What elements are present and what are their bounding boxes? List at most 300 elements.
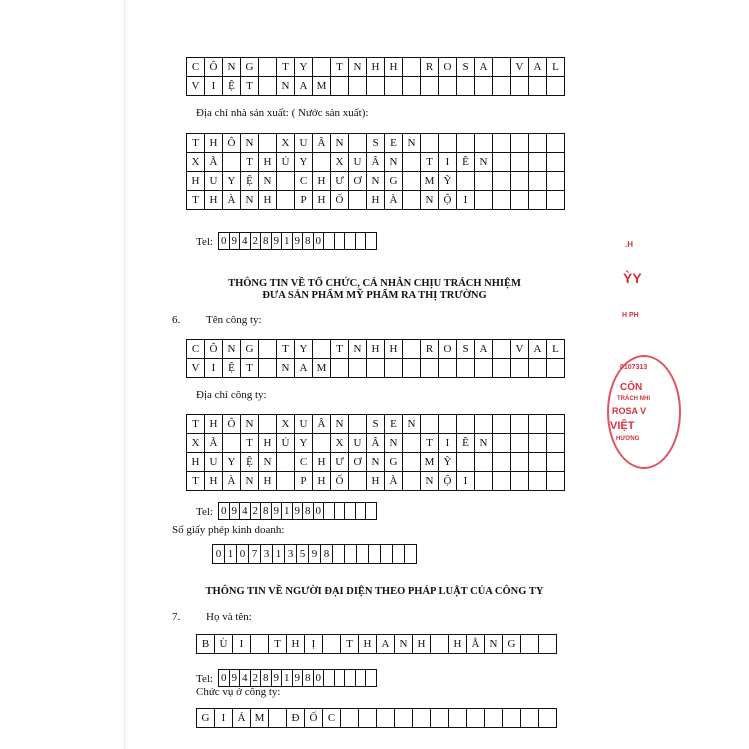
- char-box: M: [421, 172, 439, 191]
- char-box: [223, 434, 241, 453]
- char-box: [421, 359, 439, 378]
- char-box: [511, 434, 529, 453]
- char-box: [547, 434, 565, 453]
- char-box: [475, 134, 493, 153]
- char-box: L: [547, 58, 565, 77]
- char-box: À: [223, 472, 241, 491]
- char-box: [511, 415, 529, 434]
- char-box: T: [241, 434, 259, 453]
- char-box: H: [205, 191, 223, 210]
- char-box: [493, 340, 511, 359]
- char-box: E: [385, 134, 403, 153]
- char-box: M: [421, 453, 439, 472]
- char-box: [259, 134, 277, 153]
- char-box: G: [241, 340, 259, 359]
- char-box: T: [269, 635, 287, 654]
- char-box: [369, 545, 381, 564]
- char-box: Ơ: [349, 172, 367, 191]
- char-box: Á: [233, 709, 251, 728]
- char-box: 0: [314, 503, 325, 520]
- char-box: H: [449, 635, 467, 654]
- char-box: [457, 453, 475, 472]
- char-box: [277, 191, 295, 210]
- char-box: 3: [261, 545, 273, 564]
- char-box: 9: [230, 503, 241, 520]
- char-box: Ủ: [277, 434, 295, 453]
- char-box: I: [439, 434, 457, 453]
- char-box: [529, 134, 547, 153]
- char-box: A: [529, 340, 547, 359]
- char-box: [259, 58, 277, 77]
- char-box: Ỹ: [439, 453, 457, 472]
- char-box: 2: [251, 670, 262, 687]
- char-box: N: [421, 191, 439, 210]
- char-box: N: [223, 58, 241, 77]
- char-box: [259, 359, 277, 378]
- char-box: [335, 503, 346, 520]
- char-box: [457, 172, 475, 191]
- char-box: N: [241, 415, 259, 434]
- char-box: Â: [367, 434, 385, 453]
- char-box: [359, 709, 377, 728]
- char-box: T: [241, 153, 259, 172]
- char-box: [403, 359, 421, 378]
- char-box: Ã: [205, 434, 223, 453]
- char-box: 9: [272, 233, 283, 250]
- char-box: N: [385, 153, 403, 172]
- char-box: H: [259, 191, 277, 210]
- char-box: Ệ: [241, 172, 259, 191]
- char-box: N: [485, 635, 503, 654]
- char-box: N: [259, 453, 277, 472]
- char-box: O: [439, 340, 457, 359]
- char-box: N: [331, 415, 349, 434]
- char-box: N: [475, 153, 493, 172]
- tel-box-1: [218, 232, 377, 250]
- char-box: [393, 545, 405, 564]
- char-box: Ệ: [223, 359, 241, 378]
- item6-license-box: [212, 544, 417, 564]
- char-box: [547, 172, 565, 191]
- char-box: [475, 415, 493, 434]
- char-box: Ô: [223, 415, 241, 434]
- char-box: [345, 233, 356, 250]
- char-box: [547, 359, 565, 378]
- char-box: [493, 472, 511, 491]
- char-box: X: [187, 434, 205, 453]
- char-box: [457, 415, 475, 434]
- char-box: H: [205, 415, 223, 434]
- char-box: N: [349, 340, 367, 359]
- char-box: [366, 503, 377, 520]
- item6-address-box: [186, 414, 565, 491]
- char-box: [277, 172, 295, 191]
- char-box: H: [313, 472, 331, 491]
- char-box: [547, 453, 565, 472]
- char-box: [413, 709, 431, 728]
- char-box: [349, 472, 367, 491]
- char-box: [405, 545, 417, 564]
- char-box: [439, 77, 457, 96]
- char-box: [331, 359, 349, 378]
- char-box: T: [331, 340, 349, 359]
- char-box: [313, 434, 331, 453]
- char-box: [485, 709, 503, 728]
- seal-text-8: VIỆT: [610, 420, 635, 432]
- char-box: Ô: [205, 58, 223, 77]
- char-box: S: [457, 58, 475, 77]
- char-box: I: [215, 709, 233, 728]
- char-box: [511, 359, 529, 378]
- char-box: [403, 77, 421, 96]
- char-box: [324, 503, 335, 520]
- char-box: [381, 545, 393, 564]
- char-box: T: [187, 472, 205, 491]
- char-box: Y: [295, 340, 313, 359]
- char-box: [529, 415, 547, 434]
- char-box: 8: [321, 545, 333, 564]
- char-box: Ư: [331, 172, 349, 191]
- char-box: [333, 545, 345, 564]
- char-box: A: [529, 58, 547, 77]
- item6-tel-label: Tel:: [196, 506, 213, 518]
- char-box: 9: [272, 670, 283, 687]
- char-box: [493, 191, 511, 210]
- char-box: 0: [314, 233, 325, 250]
- item7-number: 7.: [172, 611, 181, 623]
- char-box: [475, 472, 493, 491]
- item7-name-label: Họ và tên:: [206, 611, 252, 623]
- char-box: H: [385, 340, 403, 359]
- char-box: X: [187, 153, 205, 172]
- char-box: H: [385, 58, 403, 77]
- char-box: Â: [313, 415, 331, 434]
- seal-text-4: 0107313: [620, 364, 648, 371]
- char-box: M: [251, 709, 269, 728]
- char-box: G: [385, 453, 403, 472]
- char-box: S: [457, 340, 475, 359]
- char-box: [345, 670, 356, 687]
- item7-tel-box: [218, 669, 377, 687]
- char-box: Ỹ: [439, 172, 457, 191]
- char-box: [457, 359, 475, 378]
- char-box: [457, 134, 475, 153]
- char-box: T: [277, 340, 295, 359]
- char-box: M: [313, 77, 331, 96]
- char-box: [323, 635, 341, 654]
- char-box: Â: [313, 134, 331, 153]
- char-box: G: [197, 709, 215, 728]
- char-box: [521, 709, 539, 728]
- char-box: [547, 134, 565, 153]
- char-box: [503, 709, 521, 728]
- tel-label-1: Tel:: [196, 236, 213, 248]
- char-box: 9: [293, 233, 304, 250]
- char-box: 1: [282, 233, 293, 250]
- char-box: [357, 545, 369, 564]
- char-box: [313, 340, 331, 359]
- company-seal-fragment: [602, 230, 650, 460]
- char-box: [511, 134, 529, 153]
- char-box: 9: [230, 670, 241, 687]
- char-box: [493, 359, 511, 378]
- char-box: [511, 472, 529, 491]
- char-box: [335, 233, 346, 250]
- company-name-box-top: [186, 57, 565, 96]
- char-box: P: [295, 191, 313, 210]
- char-box: [331, 77, 349, 96]
- char-box: Y: [295, 153, 313, 172]
- char-box: 7: [249, 545, 261, 564]
- char-box: T: [421, 434, 439, 453]
- char-box: N: [349, 58, 367, 77]
- char-box: 8: [303, 233, 314, 250]
- char-box: [251, 635, 269, 654]
- char-box: 0: [219, 670, 230, 687]
- char-box: [403, 434, 421, 453]
- char-box: 8: [261, 670, 272, 687]
- char-box: [547, 472, 565, 491]
- char-box: [403, 340, 421, 359]
- char-box: [539, 709, 557, 728]
- char-box: [511, 191, 529, 210]
- char-box: [431, 709, 449, 728]
- char-box: 8: [261, 233, 272, 250]
- char-box: T: [331, 58, 349, 77]
- char-box: N: [277, 359, 295, 378]
- char-box: [313, 58, 331, 77]
- char-box: [529, 453, 547, 472]
- char-box: [356, 670, 367, 687]
- char-box: [324, 670, 335, 687]
- char-box: M: [313, 359, 331, 378]
- char-box: Ố: [305, 709, 323, 728]
- char-box: [539, 635, 557, 654]
- char-box: [529, 472, 547, 491]
- char-box: N: [403, 415, 421, 434]
- char-box: H: [259, 153, 277, 172]
- char-box: A: [295, 359, 313, 378]
- item6-address-label: Địa chỉ công ty:: [196, 389, 267, 401]
- char-box: [403, 472, 421, 491]
- char-box: G: [503, 635, 521, 654]
- seal-text-5: CÔN: [620, 382, 643, 393]
- char-box: N: [475, 434, 493, 453]
- char-box: I: [439, 153, 457, 172]
- char-box: [449, 709, 467, 728]
- char-box: 3: [285, 545, 297, 564]
- char-box: [439, 134, 457, 153]
- char-box: [475, 453, 493, 472]
- char-box: H: [367, 191, 385, 210]
- char-box: [511, 77, 529, 96]
- char-box: Ố: [331, 472, 349, 491]
- char-box: H: [259, 472, 277, 491]
- char-box: Ư: [331, 453, 349, 472]
- char-box: [385, 359, 403, 378]
- char-box: [269, 709, 287, 728]
- char-box: 4: [240, 233, 251, 250]
- char-box: N: [403, 134, 421, 153]
- manufacturer-address-box: [186, 133, 565, 210]
- char-box: Y: [295, 434, 313, 453]
- char-box: N: [241, 191, 259, 210]
- char-box: H: [359, 635, 377, 654]
- char-box: V: [511, 340, 529, 359]
- char-box: T: [187, 191, 205, 210]
- char-box: [403, 153, 421, 172]
- char-box: [345, 545, 357, 564]
- char-box: [385, 77, 403, 96]
- char-box: [377, 709, 395, 728]
- seal-text-3: H PH: [622, 312, 639, 319]
- char-box: [529, 434, 547, 453]
- char-box: [395, 709, 413, 728]
- char-box: U: [205, 453, 223, 472]
- char-box: Ơ: [349, 453, 367, 472]
- seal-text-7: ROSA V: [612, 406, 647, 416]
- char-box: N: [259, 172, 277, 191]
- char-box: I: [205, 359, 223, 378]
- char-box: [345, 503, 356, 520]
- char-box: E: [385, 415, 403, 434]
- char-box: [349, 415, 367, 434]
- char-box: V: [187, 359, 205, 378]
- char-box: [341, 709, 359, 728]
- char-box: 1: [273, 545, 285, 564]
- char-box: [493, 77, 511, 96]
- char-box: H: [313, 453, 331, 472]
- char-box: [493, 453, 511, 472]
- manufacturer-address-label: Địa chỉ nhà sản xuất: ( Nước sản xuất):: [196, 107, 369, 119]
- char-box: L: [547, 340, 565, 359]
- char-box: [421, 415, 439, 434]
- char-box: Ủ: [277, 153, 295, 172]
- char-box: R: [421, 58, 439, 77]
- char-box: Ệ: [223, 77, 241, 96]
- char-box: [493, 172, 511, 191]
- responsible-heading-line1: THÔNG TIN VỀ TỔ CHỨC, CÁ NHÂN CHỊU TRÁCH NHIỆM: [228, 278, 521, 289]
- page-fold-line: [124, 0, 125, 749]
- char-box: 2: [251, 503, 262, 520]
- char-box: [547, 77, 565, 96]
- char-box: 1: [282, 503, 293, 520]
- char-box: À: [385, 472, 403, 491]
- char-box: [259, 340, 277, 359]
- char-box: U: [349, 434, 367, 453]
- char-box: 8: [303, 503, 314, 520]
- char-box: [529, 153, 547, 172]
- char-box: T: [241, 359, 259, 378]
- char-box: [366, 233, 377, 250]
- char-box: C: [187, 58, 205, 77]
- char-box: Ằ: [467, 635, 485, 654]
- char-box: Ộ: [439, 191, 457, 210]
- char-box: S: [367, 134, 385, 153]
- char-box: [259, 77, 277, 96]
- char-box: [356, 503, 367, 520]
- char-box: H: [287, 635, 305, 654]
- item6-number: 6.: [172, 314, 181, 326]
- char-box: Y: [295, 58, 313, 77]
- char-box: N: [385, 434, 403, 453]
- item6-company-box: [186, 339, 565, 378]
- char-box: [403, 172, 421, 191]
- char-box: [493, 153, 511, 172]
- char-box: U: [295, 415, 313, 434]
- char-box: H: [367, 58, 385, 77]
- char-box: A: [475, 58, 493, 77]
- char-box: C: [295, 453, 313, 472]
- char-box: N: [421, 472, 439, 491]
- char-box: [493, 58, 511, 77]
- char-box: [313, 153, 331, 172]
- char-box: N: [367, 172, 385, 191]
- char-box: [356, 233, 367, 250]
- char-box: [457, 77, 475, 96]
- char-box: [547, 415, 565, 434]
- item6-company-label: Tên công ty:: [206, 314, 262, 326]
- char-box: [467, 709, 485, 728]
- char-box: 9: [293, 503, 304, 520]
- char-box: H: [205, 472, 223, 491]
- char-box: Ị: [305, 635, 323, 654]
- char-box: H: [187, 453, 205, 472]
- seal-text-9: HƯƠNG: [616, 436, 640, 442]
- char-box: H: [205, 134, 223, 153]
- char-box: [439, 359, 457, 378]
- char-box: B: [197, 635, 215, 654]
- char-box: [493, 415, 511, 434]
- char-box: N: [331, 134, 349, 153]
- char-box: Đ: [287, 709, 305, 728]
- char-box: H: [367, 340, 385, 359]
- char-box: [349, 134, 367, 153]
- char-box: T: [187, 415, 205, 434]
- char-box: H: [187, 172, 205, 191]
- char-box: [547, 191, 565, 210]
- char-box: T: [241, 77, 259, 96]
- char-box: 2: [251, 233, 262, 250]
- char-box: U: [205, 172, 223, 191]
- char-box: 9: [272, 503, 283, 520]
- char-box: [493, 134, 511, 153]
- char-box: T: [341, 635, 359, 654]
- char-box: [547, 153, 565, 172]
- char-box: O: [439, 58, 457, 77]
- item7-position-label: Chức vụ ở công ty:: [196, 686, 281, 698]
- item6-tel-box: [218, 502, 377, 520]
- char-box: 9: [293, 670, 304, 687]
- char-box: G: [385, 172, 403, 191]
- char-box: Ô: [205, 340, 223, 359]
- char-box: Ê: [457, 153, 475, 172]
- char-box: U: [349, 153, 367, 172]
- char-box: [475, 77, 493, 96]
- char-box: N: [277, 77, 295, 96]
- item6-license-label: Số giấy phép kinh doanh:: [172, 524, 285, 536]
- char-box: 9: [309, 545, 321, 564]
- char-box: [403, 453, 421, 472]
- char-box: [529, 191, 547, 210]
- char-box: [421, 134, 439, 153]
- char-box: T: [421, 153, 439, 172]
- char-box: I: [205, 77, 223, 96]
- char-box: 8: [261, 503, 272, 520]
- char-box: [421, 77, 439, 96]
- item7-position-box: [196, 708, 557, 728]
- char-box: I: [457, 191, 475, 210]
